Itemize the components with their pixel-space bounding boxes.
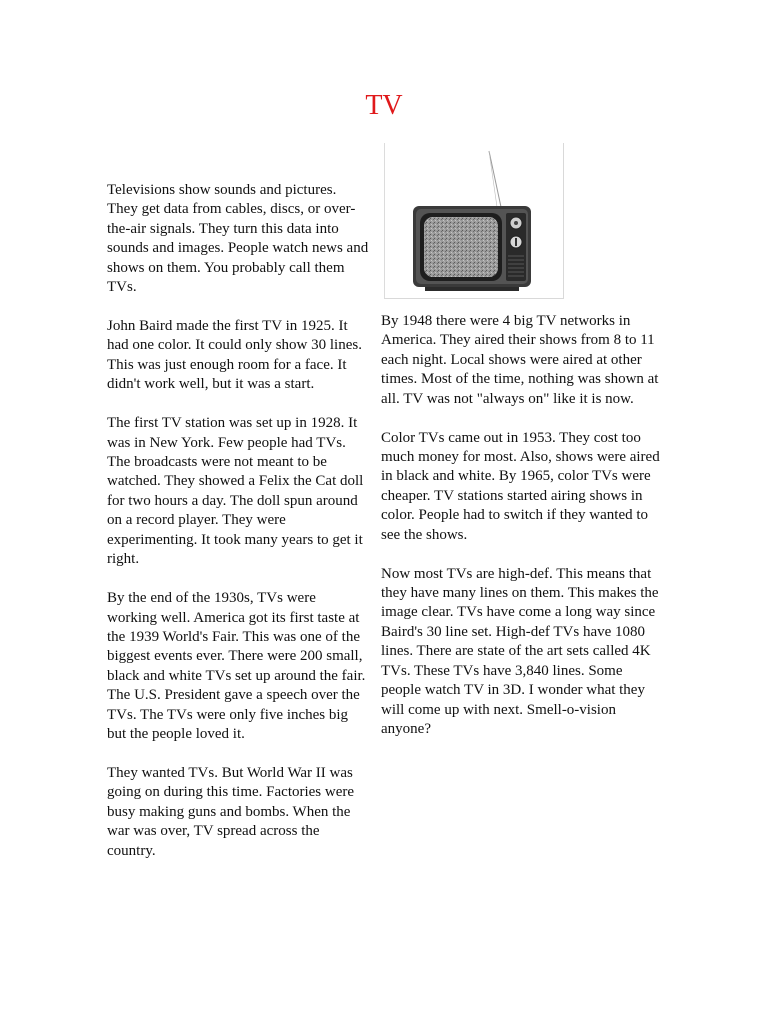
paragraph: They wanted TVs. But World War II was going on during this time. Factories were busy making guns and bombs. When the war was over, TV spread across the country. (107, 764, 355, 859)
paragraph: Color TVs came out in 1953. They cost too much money for most. Also, shows were aired in black and white. By 1965, color TVs were cheaper. TV stations started airing shows in color. People had to switch if they wanted to see the shows. (381, 429, 660, 543)
vintage-tv-icon (384, 143, 564, 299)
paragraph: John Baird made the first TV in 1925. It had one color. It could only show 30 lines. This was just enough room for a face. It didn't work well, but it was a start. (107, 318, 362, 393)
paragraph: The first TV station was set up in 1928. It was in New York. Few people had TVs. The broadcasts were not meant to be watched. They showed a Felix the Cat doll for two hours a day. The doll spun around on a record player. They were experimenting. It took many years to get it right. (107, 415, 364, 568)
paragraph: Now most TVs are high-def. This means that they have many lines on them. This makes the image clear. TVs have come a long way since Baird's 30 line set. High-def TVs have 1080 lines. There are state of the art sets called 4K TVs. These TVs have 3,840 lines. Some people watch TV in 3D. I wonder what they will come up with next. Smell-o-vision anyone? (381, 565, 659, 737)
right-column (381, 312, 661, 759)
left-column (107, 181, 369, 881)
paragraph: By the end of the 1930s, TVs were working well. America got its first taste at the 1939 World's Fair. This was one of the biggest events ever. There were 200 small, black and white TVs set up around the fair. The U.S. President gave a speech over the TVs. The TVs were only five inches big but the people loved it. (107, 590, 366, 742)
paragraph: By 1948 there were 4 big TV networks in America. They aired their shows from 8 to 11 each night. Local shows were aired at other times. Most of the time, nothing was shown at all. TV was not "always on" like it is now. (381, 313, 659, 407)
paragraph: Televisions show sounds and pictures. They get data from cables, discs, or over-the-air signals. They turn this data into sounds and images. People watch news and shows on them. You probably call them TVs. (107, 182, 369, 296)
page-title: TV (365, 90, 403, 121)
